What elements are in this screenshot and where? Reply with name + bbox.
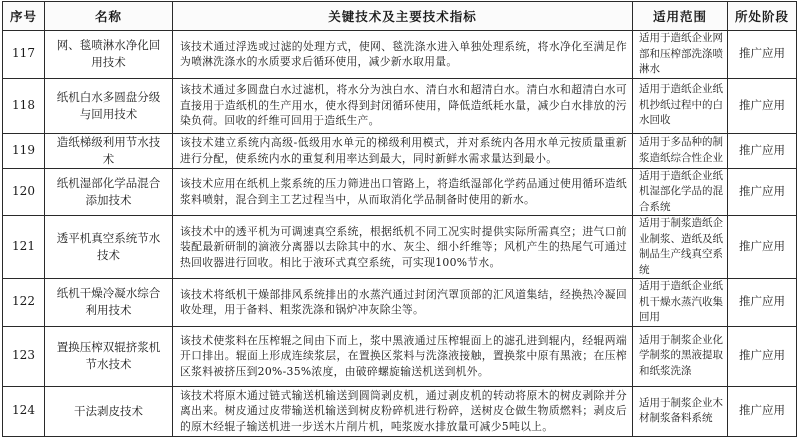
row-scope: 适用于造纸企业纸机抄纸过程中的白水回收: [633, 78, 728, 133]
row-tech: 该技术建立系统内高级-低级用水单元的梯级利用模式，并对系统内各用水单元按质量重新进行分配，使系统内水的重复利用率达到最大，同时新鲜水需求量达到最小。: [173, 133, 633, 168]
header-tech: 关键技术及主要技术指标: [173, 2, 633, 31]
row-number: 124: [3, 386, 45, 436]
technology-table: [2, 1, 797, 437]
row-scope: 适用于造纸企业纸机干燥水蒸汽收集回用: [633, 279, 728, 327]
row-name: 置换压榨双辊挤浆机节水技术: [45, 326, 173, 386]
row-scope: 适用于制浆造纸企业制浆、造纸及纸制品生产线真空系统: [633, 216, 728, 279]
row-name: 造纸梯级利用节水技术: [45, 133, 173, 168]
table-row: [3, 168, 797, 216]
row-name: 纸机干燥冷凝水综合利用技术: [45, 279, 173, 327]
row-stage: 推广应用: [728, 326, 797, 386]
table-row: [3, 216, 797, 279]
table-row: [3, 31, 797, 79]
header-scope: 适用范围: [633, 2, 728, 31]
row-stage: 推广应用: [728, 133, 797, 168]
row-scope: 适用于制浆企业化学制浆的黑液提取和纸浆洗涤: [633, 326, 728, 386]
row-scope: 适用于造纸企业纸机湿部化学品的混合系统: [633, 168, 728, 216]
header-no: 序号: [3, 2, 45, 31]
row-number: 118: [3, 78, 45, 133]
row-scope: 适用于制浆企业木材制浆备料系统: [633, 386, 728, 436]
row-name: 网、毯喷淋水净化回用技术: [45, 31, 173, 79]
row-tech: 该技术将原木通过链式输送机输送到圆筒剥皮机，通过剥皮机的转动将原木的树皮剥除并分离出来。树皮通过皮带输送机输送到树皮粉碎机进行粉碎，送树皮仓做生物质燃料；剥皮后的原木经辊子输送机进一步送木片削片机，吨浆废水排放量可减少5吨以上。: [173, 386, 633, 436]
row-tech: 该技术使浆料在压榨辊之间由下而上，浆中黑液通过压榨辊面上的滤孔进到辊内，经辊两端开口排出。辊面上形成连续浆层，在置换区浆料与洗涤液接触，置换浆中原有黑液；在压榨区浆料被挤压到20%-35%浓度，由破碎螺旋输送机送到机外。: [173, 326, 633, 386]
table-row: [3, 386, 797, 436]
row-scope: 适用于造纸企业网部和压榨部洗涤喷淋水: [633, 31, 728, 79]
row-tech: 该技术应用在纸机上浆系统的压力筛进出口管路上，将造纸湿部化学药品通过使用循环造纸浆料喷射，混合到主工艺过程当中，从而取消化学品制备时使用的新水。: [173, 168, 633, 216]
row-scope: 适用于多品种的制浆造纸综合性企业: [633, 133, 728, 168]
row-tech: 该技术通过浮选或过滤的处理方式，使网、毯洗涤水进入单独处理系统，将水净化至满足作为喷淋洗涤水的水质要求后循环使用，减少新水取用量。: [173, 31, 633, 79]
header-name: 名称: [45, 2, 173, 31]
table-row: [3, 133, 797, 168]
row-number: 117: [3, 31, 45, 79]
header-stage: 所处阶段: [728, 2, 797, 31]
document-page: [2, 1, 798, 437]
row-tech: 该技术将纸机干燥部排风系统排出的水蒸汽通过封闭汽罩顶部的汇风道集结，经换热冷凝回收处理，用于备料、粗浆洗涤和锅炉冲灰除尘等。: [173, 279, 633, 327]
row-stage: 推广应用: [728, 216, 797, 279]
table-row: [3, 326, 797, 386]
row-stage: 推广应用: [728, 279, 797, 327]
row-number: 121: [3, 216, 45, 279]
row-stage: 推广应用: [728, 78, 797, 133]
table-row: [3, 279, 797, 327]
row-name: 透平机真空系统节水技术: [45, 216, 173, 279]
row-number: 120: [3, 168, 45, 216]
row-tech: 该技术通过多圆盘白水过滤机，将水分为浊白水、清白水和超清白水。清白水和超清白水可直接用于造纸机的生产用水，使水得到封闭循环使用，降低造纸耗水量，减少白水排放的污染负荷。回收的纤维可回用于造纸生产。: [173, 78, 633, 133]
row-stage: 推广应用: [728, 168, 797, 216]
row-number: 123: [3, 326, 45, 386]
row-stage: 推广应用: [728, 386, 797, 436]
table-header-row: [3, 2, 797, 31]
row-tech: 该技术中的透平机为可调速真空系统，根据纸机不同工况实时提供实际所需真空；进气口前装配最新研制的滴液分离器以去除其中的水、灰尘、细小纤维等；风机产生的热尾气可通过热回收器进行回收。相比于液环式真空系统，可实现100%节水。: [173, 216, 633, 279]
row-name: 干法剥皮技术: [45, 386, 173, 436]
row-name: 纸机湿部化学品混合添加技术: [45, 168, 173, 216]
row-number: 122: [3, 279, 45, 327]
row-name: 纸机白水多圆盘分级与回用技术: [45, 78, 173, 133]
row-stage: 推广应用: [728, 31, 797, 79]
row-number: 119: [3, 133, 45, 168]
table-row: [3, 78, 797, 133]
